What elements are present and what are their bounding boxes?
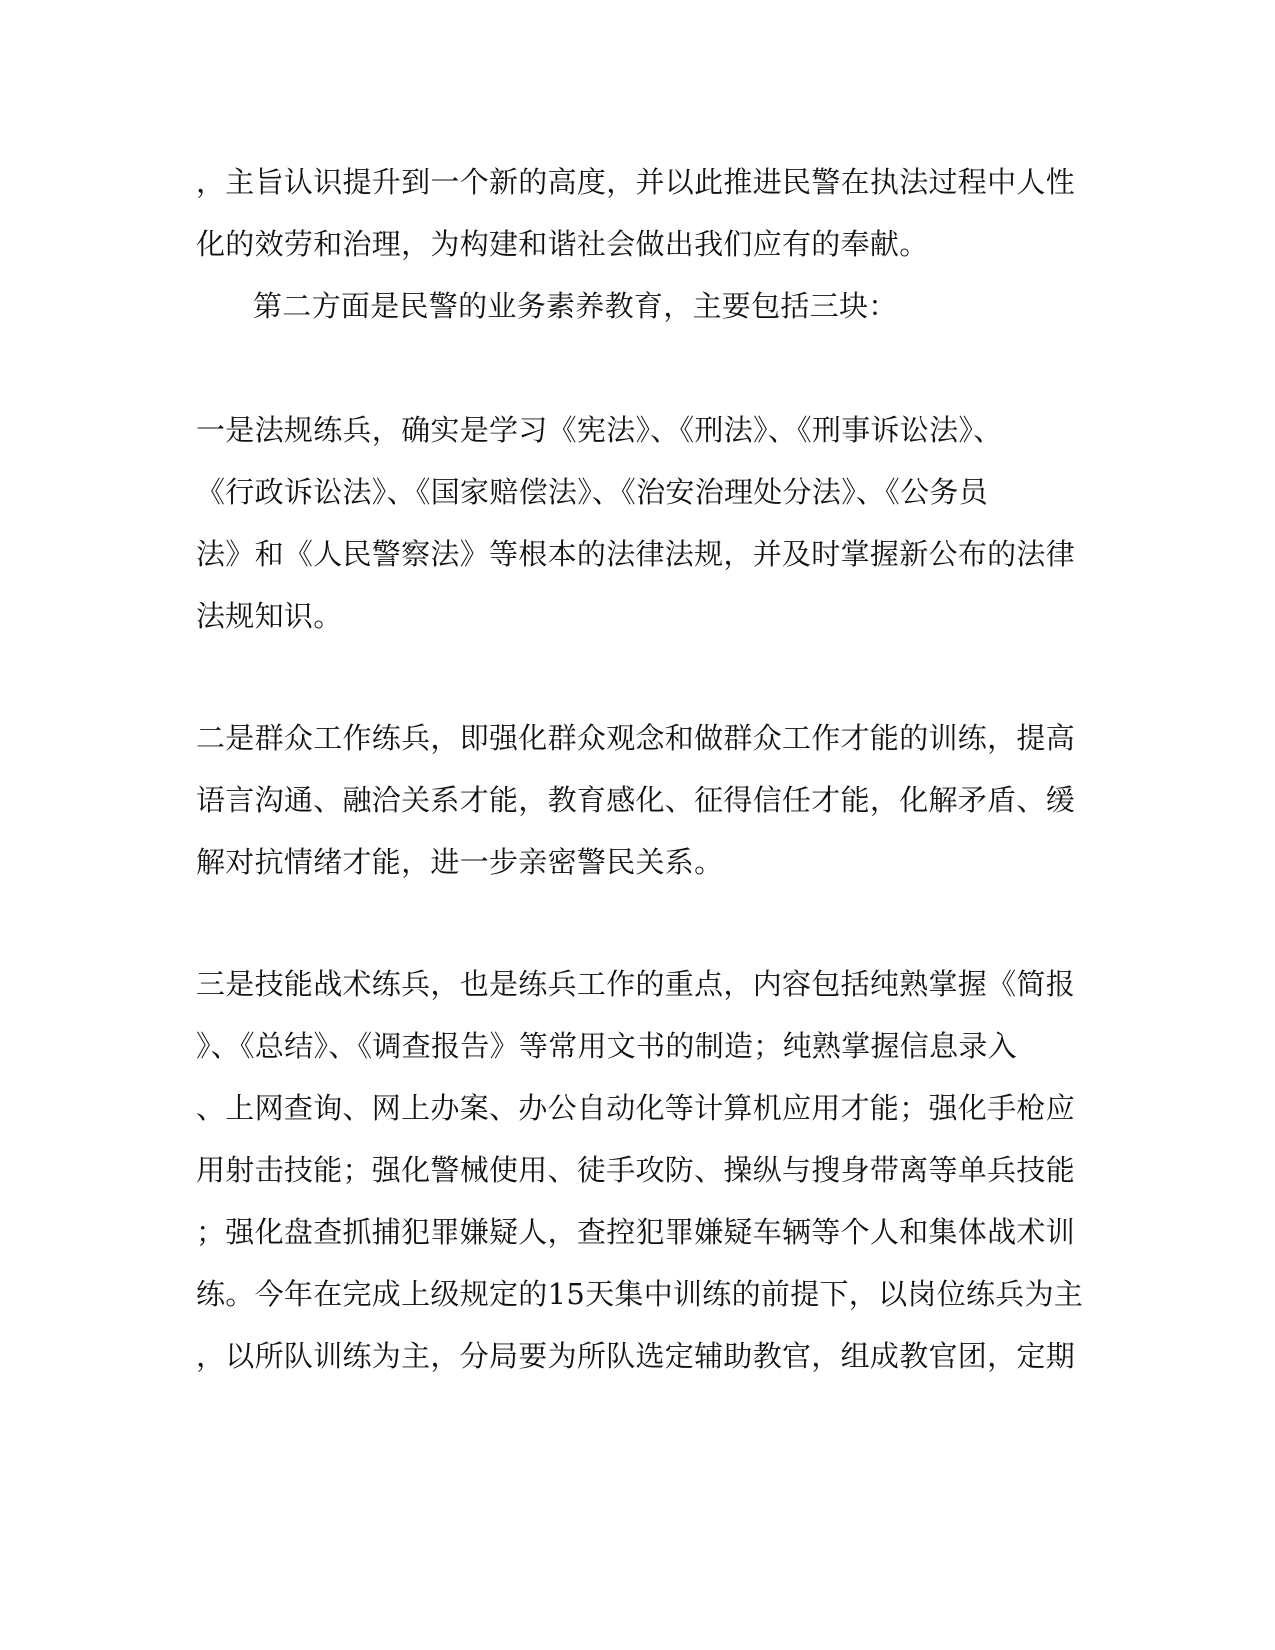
paragraph-line: 、上网查询、网上办案、办公自动化等计算机应用才能；强化手枪应	[196, 1091, 1076, 1125]
paragraph-line: 三是技能战术练兵，也是练兵工作的重点，内容包括纯熟掌握《简报	[196, 967, 1076, 1001]
paragraph-line: 一是法规练兵，确实是学习《宪法》、《刑法》、《刑事诉讼法》、	[196, 413, 1003, 447]
paragraph-line: 法》和《人民警察法》等根本的法律法规，并及时掌握新公布的法律	[196, 537, 1076, 571]
paragraph-line: 《行政诉讼法》、《国家赔偿法》、《治安治理处分法》、《公务员	[196, 475, 989, 509]
paragraph-line: 语言沟通、融洽关系才能，教育感化、征得信任才能，化解矛盾、缓	[196, 783, 1076, 817]
paragraph-line: ；强化盘查抓捕犯罪嫌疑人，查控犯罪嫌疑车辆等个人和集体战术训	[196, 1215, 1076, 1249]
paragraph-line: 用射击技能；强化警械使用、徒手攻防、操纵与搜身带离等单兵技能	[196, 1153, 1076, 1187]
paragraph-line: 解对抗情绪才能，进一步亲密警民关系。	[196, 845, 724, 879]
paragraph-line: ，以所队训练为主，分局要为所队选定辅助教官，组成教官团，定期	[196, 1339, 1076, 1373]
paragraph-line: 第二方面是民警的业务素养教育，主要包括三块：	[253, 289, 898, 323]
paragraph-line: 练。今年在完成上级规定的15天集中训练的前提下，以岗位练兵为主	[196, 1277, 1084, 1311]
paragraph-line: ，主旨认识提升到一个新的高度，并以此推进民警在执法过程中人性	[196, 165, 1076, 199]
paragraph-line: 化的效劳和治理，为构建和谐社会做出我们应有的奉献。	[196, 227, 929, 261]
paragraph-line: 二是群众工作练兵，即强化群众观念和做群众工作才能的训练，提高	[196, 721, 1076, 755]
paragraph-line: 法规知识。	[196, 599, 343, 633]
paragraph-line: 》、《总结》、《调查报告》等常用文书的制造；纯熟掌握信息录入	[196, 1029, 1018, 1063]
